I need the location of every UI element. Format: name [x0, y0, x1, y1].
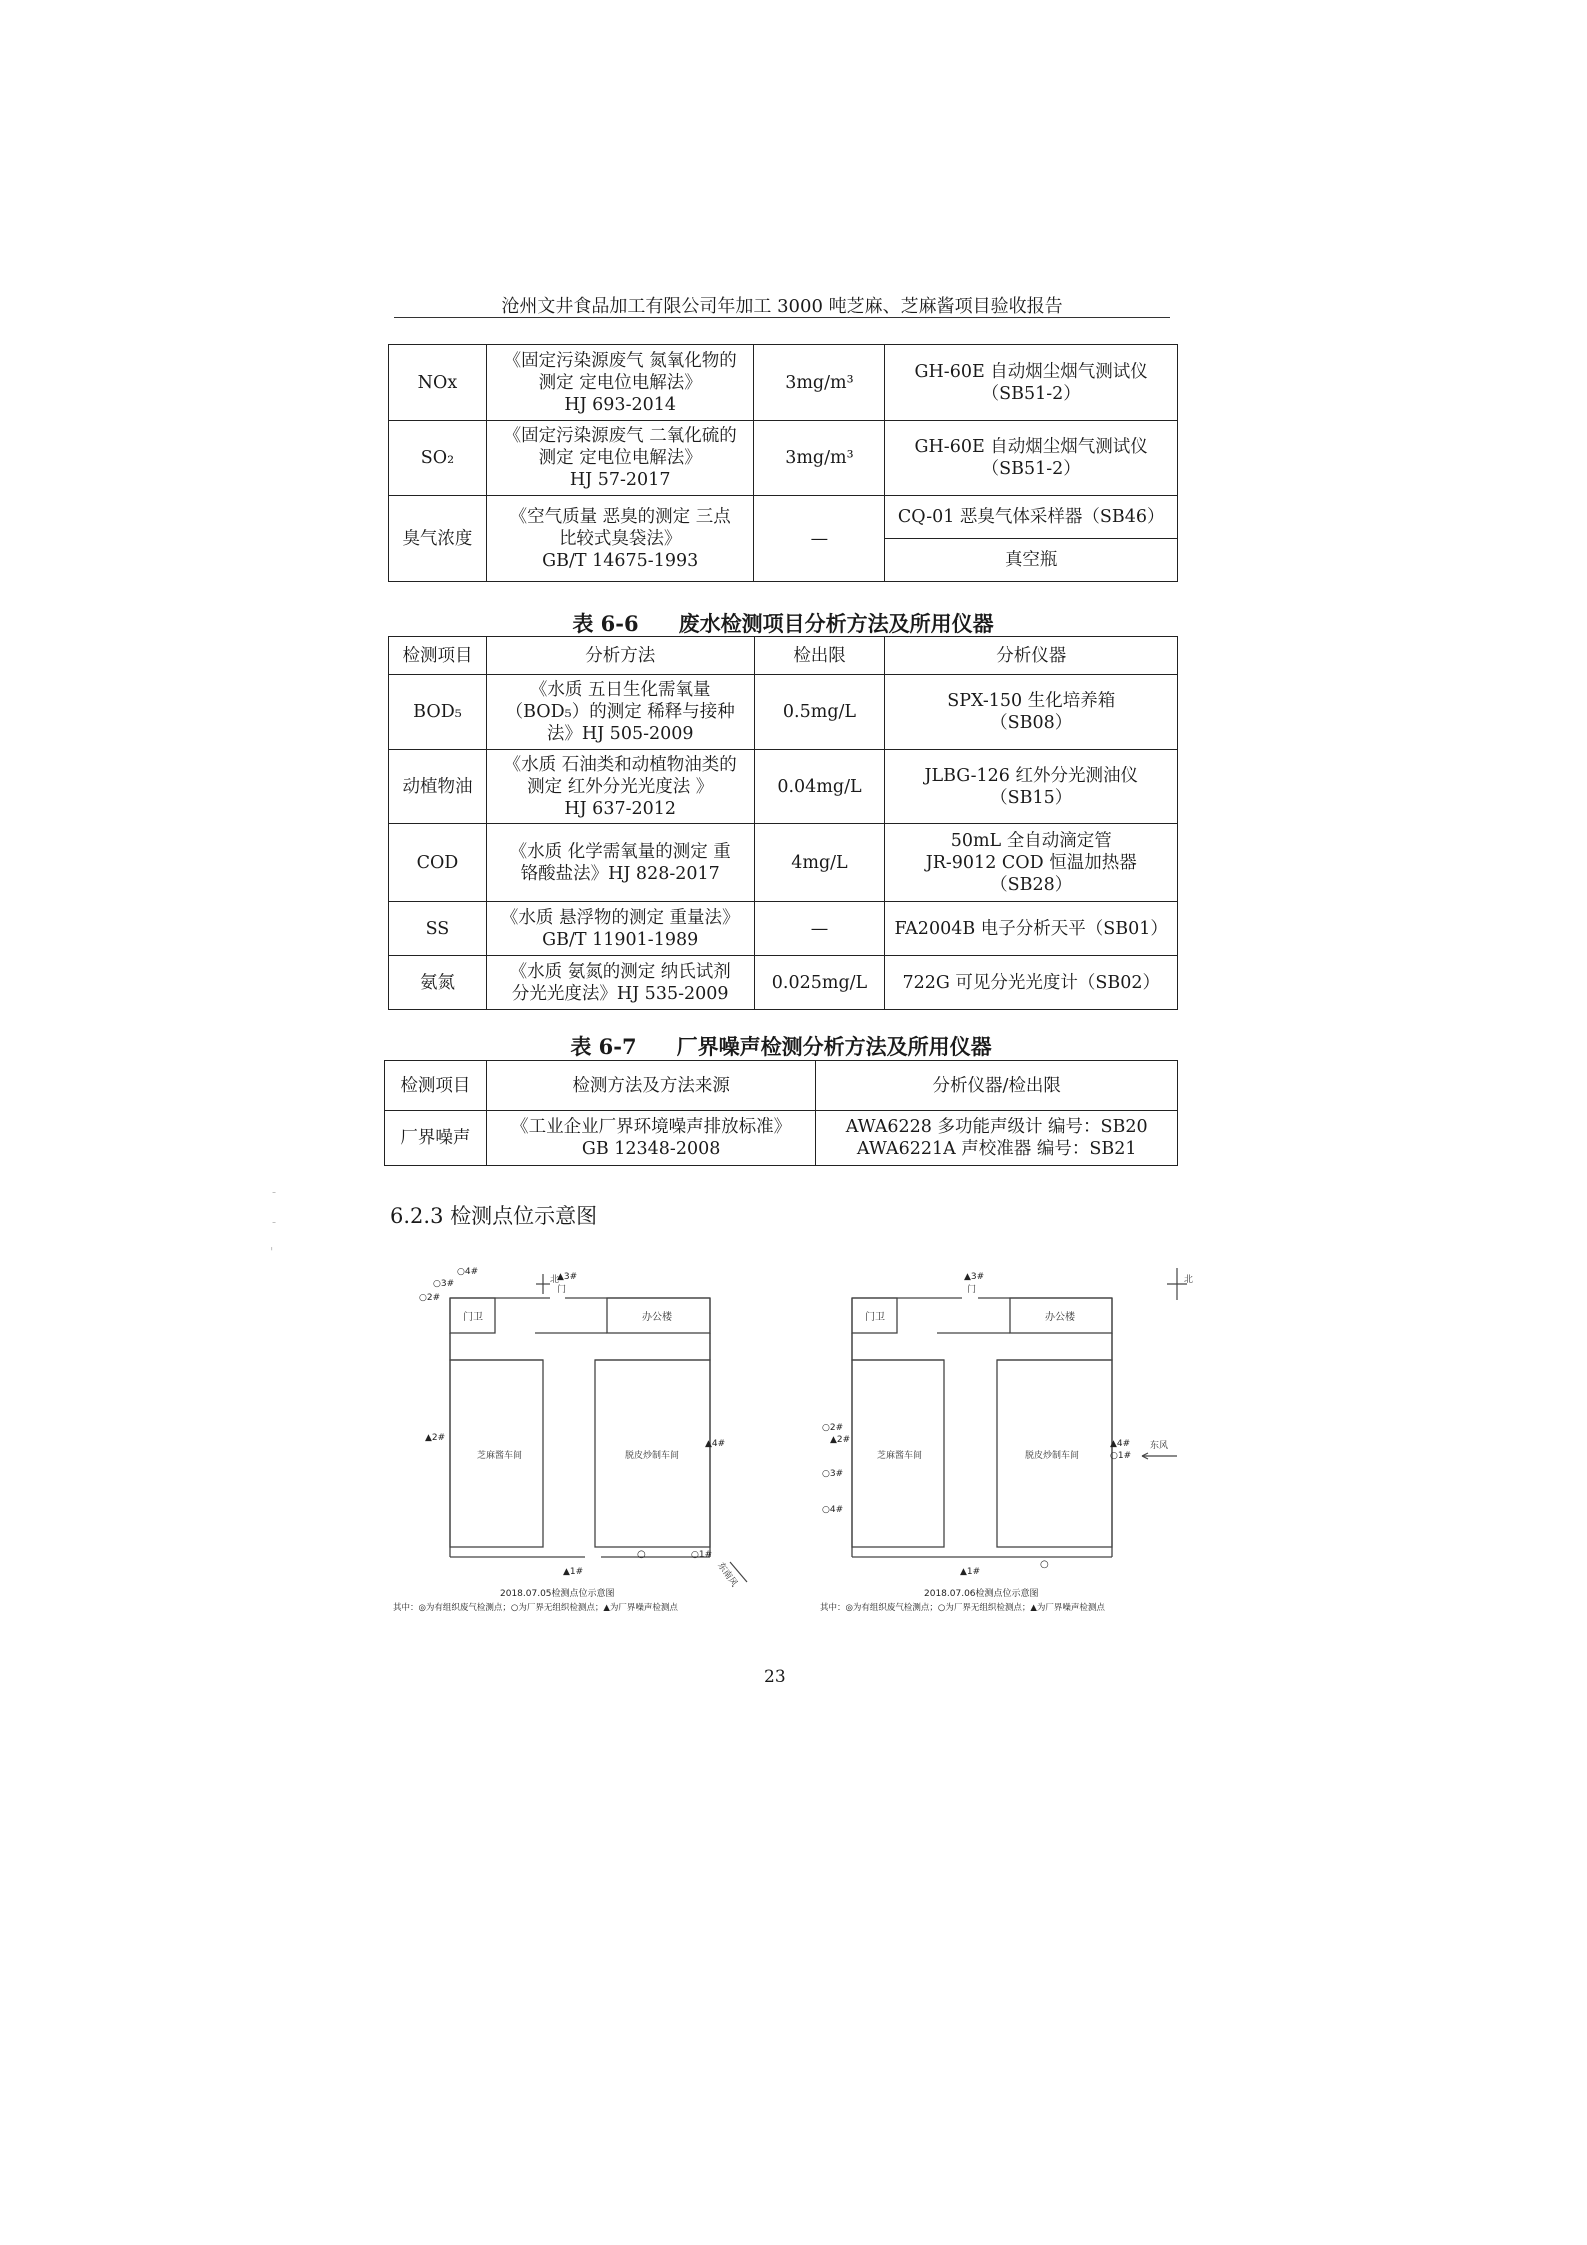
- table-row: [389, 902, 1178, 956]
- method-cell: 《水质 化学需氧量的测定 重 铬酸盐法》HJ 828-2017: [486, 824, 754, 902]
- sesame-workshop-label: 芝麻酱车间: [477, 1451, 523, 1461]
- header-rule: [394, 317, 1170, 318]
- method-cell: 《水质 五日生化需氧量 （BOD₅）的测定 稀释与接种 法》HJ 505-2009: [486, 675, 754, 750]
- site-diagram-0705: [385, 1262, 765, 1618]
- point-noise-2: ▲2#: [425, 1433, 446, 1443]
- point-air-4: ○4#: [457, 1267, 479, 1277]
- table-header-row: [385, 1061, 1178, 1111]
- gate-mark-label: 门: [967, 1285, 977, 1295]
- table-row: [389, 496, 1178, 539]
- instrument-cell: GH-60E 自动烟尘烟气测试仪 （SB51-2）: [885, 421, 1178, 496]
- office-label: 办公楼: [642, 1312, 672, 1323]
- method-cell: 《水质 悬浮物的测定 重量法》 GB/T 11901-1989: [486, 902, 754, 956]
- item-cell: COD: [389, 824, 487, 902]
- table-row: [389, 750, 1178, 824]
- point-noise-4: ▲4#: [705, 1439, 726, 1449]
- caption-title: 厂界噪声检测分析方法及所用仪器: [676, 1034, 992, 1059]
- instrument-cell: 50mL 全自动滴定管 JR-9012 COD 恒温加热器 （SB28）: [885, 824, 1178, 902]
- north-label: 北: [550, 1275, 560, 1285]
- header-cell: 检测项目: [389, 637, 487, 675]
- limit-cell: 4mg/L: [754, 824, 885, 902]
- point-air-1: ○1#: [691, 1550, 713, 1560]
- diagram-caption: 2018.07.05检测点位示意图: [500, 1589, 615, 1599]
- limit-cell: 3mg/m³: [754, 421, 885, 496]
- header-cell: 分析仪器/检出限: [816, 1061, 1178, 1111]
- limit-cell: 0.04mg/L: [754, 750, 885, 824]
- site-diagram-0706: [812, 1262, 1200, 1618]
- circle-marker: ○: [1040, 1559, 1049, 1570]
- point-noise-1: ▲1#: [960, 1567, 981, 1577]
- table-air-methods: [388, 344, 1178, 582]
- caption-number: 表 6-7: [570, 1034, 637, 1059]
- limit-cell: 3mg/m³: [754, 345, 885, 421]
- header-cell: 检出限: [754, 637, 885, 675]
- limit-cell: 0.5mg/L: [754, 675, 885, 750]
- scan-mark: ': [270, 1245, 274, 1259]
- table-row: [389, 824, 1178, 902]
- instrument-cell: 722G 可见分光光度计（SB02）: [885, 956, 1178, 1010]
- point-noise-3: ▲3#: [557, 1272, 578, 1282]
- item-cell: 氨氮: [389, 956, 487, 1010]
- wind-label: 东南风: [715, 1560, 739, 1589]
- limit-cell: —: [754, 902, 885, 956]
- table-6-6: [388, 636, 1178, 1010]
- method-cell: 《固定污染源废气 氮氧化物的 测定 定电位电解法》 HJ 693-2014: [486, 345, 754, 421]
- point-air-3: ○3#: [433, 1279, 455, 1289]
- method-cell: 《水质 石油类和动植物油类的 测定 红外分光光度法 》 HJ 637-2012: [486, 750, 754, 824]
- point-air-2: ○2#: [419, 1293, 441, 1303]
- header-cell: 检测方法及方法来源: [486, 1061, 816, 1111]
- table-6-7: [384, 1060, 1178, 1166]
- point-air-4: ○4#: [822, 1505, 844, 1515]
- scan-mark: -: [272, 1215, 277, 1229]
- instrument-cell: CQ-01 恶臭气体采样器（SB46）: [885, 496, 1178, 539]
- gate-mark-label: 门: [557, 1285, 567, 1295]
- point-noise-4: ▲4#: [1110, 1439, 1131, 1449]
- instrument-cell: 真空瓶: [885, 539, 1178, 582]
- table-row: [389, 345, 1178, 421]
- instrument-cell: GH-60E 自动烟尘烟气测试仪 （SB51-2）: [885, 345, 1178, 421]
- instrument-cell: AWA6228 多功能声级计 编号：SB20 AWA6221A 声校准器 编号：SB21: [816, 1111, 1178, 1166]
- item-cell: 臭气浓度: [389, 496, 487, 582]
- point-air-1: ○1#: [1110, 1451, 1132, 1461]
- point-noise-3: ▲3#: [964, 1272, 985, 1282]
- caption-title: 废水检测项目分析方法及所用仪器: [678, 611, 994, 636]
- table-6-6-caption: [388, 608, 1178, 638]
- limit-cell: —: [754, 496, 885, 582]
- method-cell: 《水质 氨氮的测定 纳氏试剂 分光光度法》HJ 535-2009: [486, 956, 754, 1010]
- table-header-row: [389, 637, 1178, 675]
- page-number: 23: [764, 1667, 786, 1687]
- item-cell: SO₂: [389, 421, 487, 496]
- point-noise-1: ▲1#: [563, 1567, 584, 1577]
- caption-number: 表 6-6: [572, 611, 639, 636]
- point-air-2: ○2#: [822, 1423, 844, 1433]
- limit-cell: 0.025mg/L: [754, 956, 885, 1010]
- point-noise-2: ▲2#: [830, 1435, 851, 1445]
- instrument-cell: FA2004B 电子分析天平（SB01）: [885, 902, 1178, 956]
- item-cell: NOx: [389, 345, 487, 421]
- instrument-cell: SPX-150 生化培养箱 （SB08）: [885, 675, 1178, 750]
- item-cell: 动植物油: [389, 750, 487, 824]
- item-cell: 厂界噪声: [385, 1111, 487, 1166]
- circle-marker: ○: [637, 1549, 646, 1560]
- office-label: 办公楼: [1045, 1312, 1075, 1323]
- method-cell: 《工业企业厂界环境噪声排放标准》 GB 12348-2008: [486, 1111, 816, 1166]
- table-row: [385, 1111, 1178, 1166]
- gate-label: 门卫: [865, 1312, 885, 1323]
- header-cell: 检测项目: [385, 1061, 487, 1111]
- table-row: [389, 956, 1178, 1010]
- method-cell: 《固定污染源废气 二氧化硫的 测定 定电位电解法》 HJ 57-2017: [486, 421, 754, 496]
- table-row: [389, 421, 1178, 496]
- north-label: 北: [1184, 1275, 1194, 1285]
- item-cell: BOD₅: [389, 675, 487, 750]
- diagram-legend: 其中：◎为有组织废气检测点；○为厂界无组织检测点；▲为厂界噪声检测点: [393, 1603, 678, 1613]
- wind-label: 东风: [1150, 1441, 1169, 1451]
- section-heading: 6.2.3 检测点位示意图: [390, 1204, 598, 1228]
- page-header: 沧州文井食品加工有限公司年加工 3000 吨芝麻、芝麻酱项目验收报告: [501, 296, 1063, 317]
- point-air-3: ○3#: [822, 1469, 844, 1479]
- diagram-caption: 2018.07.06检测点位示意图: [924, 1589, 1039, 1599]
- header-cell: 分析仪器: [885, 637, 1178, 675]
- gate-label: 门卫: [463, 1312, 483, 1323]
- instrument-cell: JLBG-126 红外分光测油仪 （SB15）: [885, 750, 1178, 824]
- method-cell: 《空气质量 恶臭的测定 三点 比较式臭袋法》 GB/T 14675-1993: [486, 496, 754, 582]
- table-row: [389, 675, 1178, 750]
- item-cell: SS: [389, 902, 487, 956]
- sesame-workshop-label: 芝麻酱车间: [877, 1451, 923, 1461]
- header-cell: 分析方法: [486, 637, 754, 675]
- hulling-workshop-label: 脱皮炒制车间: [1025, 1451, 1080, 1461]
- diagram-legend: 其中：◎为有组织废气检测点；○为厂界无组织检测点；▲为厂界噪声检测点: [820, 1603, 1105, 1613]
- hulling-workshop-label: 脱皮炒制车间: [625, 1451, 680, 1461]
- scan-mark: -: [272, 1185, 277, 1199]
- table-6-7-caption: [384, 1031, 1178, 1061]
